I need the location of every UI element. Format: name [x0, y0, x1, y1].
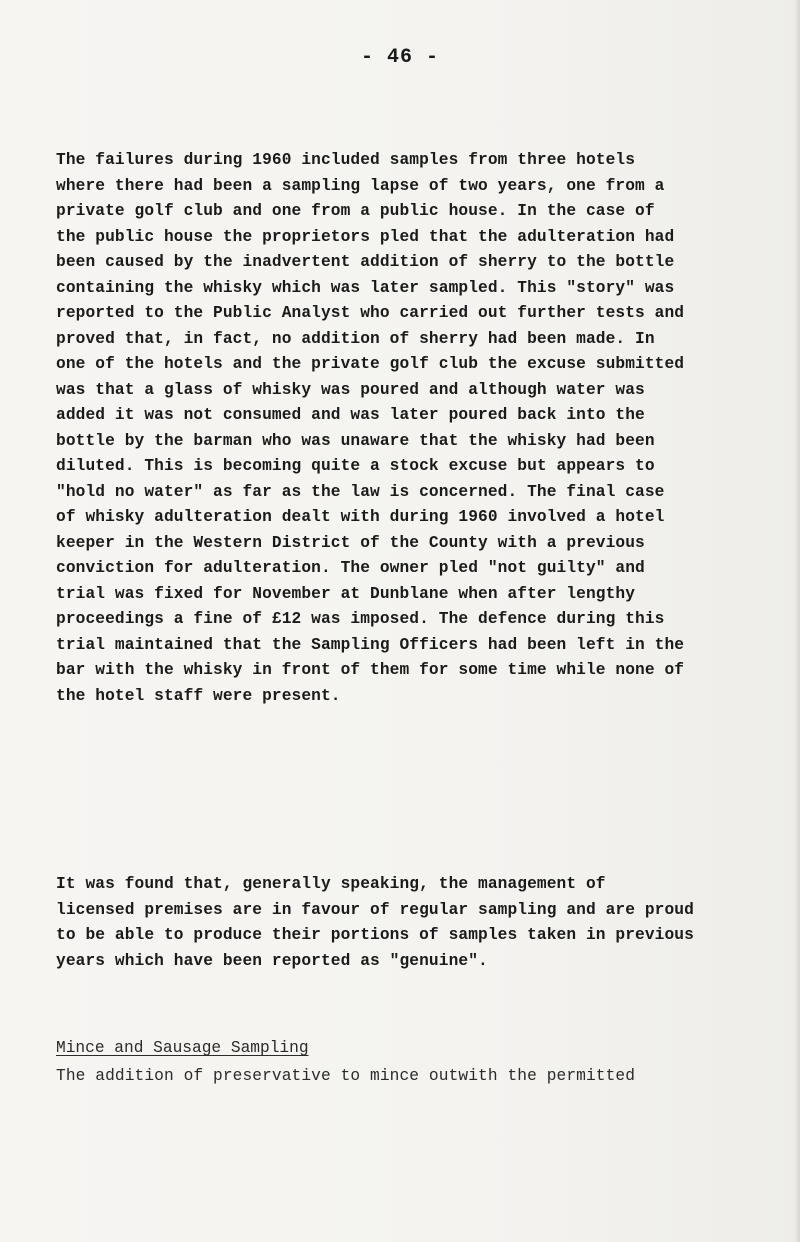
paragraph-licensed-premises: [56, 872, 776, 974]
text-line: to be able to produce their portions of samples taken in previous: [56, 926, 694, 944]
text-line: bar with the whisky in front of them for some time while none of: [56, 661, 685, 679]
text-line: containing the whisky which was later sampled. This "story" was: [56, 278, 675, 297]
text-line: reported to the Public Analyst who carried out further tests and: [56, 304, 685, 322]
text-line: The failures during 1960 included samples from three hotels: [56, 151, 636, 169]
text-line: keeper in the Western District of the County with a previous: [56, 533, 645, 552]
text-line: bottle by the barman who was unaware that the whisky had been: [56, 431, 655, 450]
text-line: licensed premises are in favour of regular sampling and are proud: [56, 900, 694, 919]
paragraph-mince-preservative: [56, 1064, 776, 1090]
text-line: conviction for adulteration. The owner pled "not guilty" and: [56, 559, 645, 577]
text-line: added it was not consumed and was later poured back into the: [56, 406, 645, 424]
text-line: the public house the proprietors pled that the adulteration had: [56, 227, 675, 246]
text-line: where there had been a sampling lapse of two years, one from a: [56, 176, 665, 195]
text-line: been caused by the inadvertent addition of sherry to the bottle: [56, 253, 675, 271]
text-line: diluted. This is becoming quite a stock excuse but appears to: [56, 457, 655, 475]
text-line: the hotel staff were present.: [56, 686, 341, 705]
text-line: It was found that, generally speaking, the management of: [56, 875, 606, 893]
page-edge-shadow: [794, 0, 800, 1242]
text-line: trial was fixed for November at Dunblane when after lengthy: [56, 584, 636, 603]
text-line: one of the hotels and the private golf club the excuse submitted: [56, 355, 685, 373]
text-line: trial maintained that the Sampling Officers had been left in the: [56, 635, 685, 654]
text-line: private golf club and one from a public house. In the case of: [56, 202, 655, 220]
text-line: of whisky adulteration dealt with during 1960 involved a hotel: [56, 508, 665, 526]
text-line: years which have been reported as "genuine".: [56, 951, 488, 970]
paragraph-whisky-failures: [56, 148, 776, 709]
section-heading-mince-sausage: Mince and Sausage Sampling: [56, 1039, 309, 1057]
text-line: was that a glass of whisky was poured and although water was: [56, 380, 645, 399]
text-line: The addition of preservative to mince outwith the permitted: [56, 1067, 636, 1085]
text-line: proceedings a fine of £12 was imposed. The defence during this: [56, 610, 665, 628]
text-line: proved that, in fact, no addition of sherry had been made. In: [56, 329, 655, 348]
text-line: "hold no water" as far as the law is concerned. The final case: [56, 482, 665, 501]
page-number: - 46 -: [360, 46, 439, 69]
